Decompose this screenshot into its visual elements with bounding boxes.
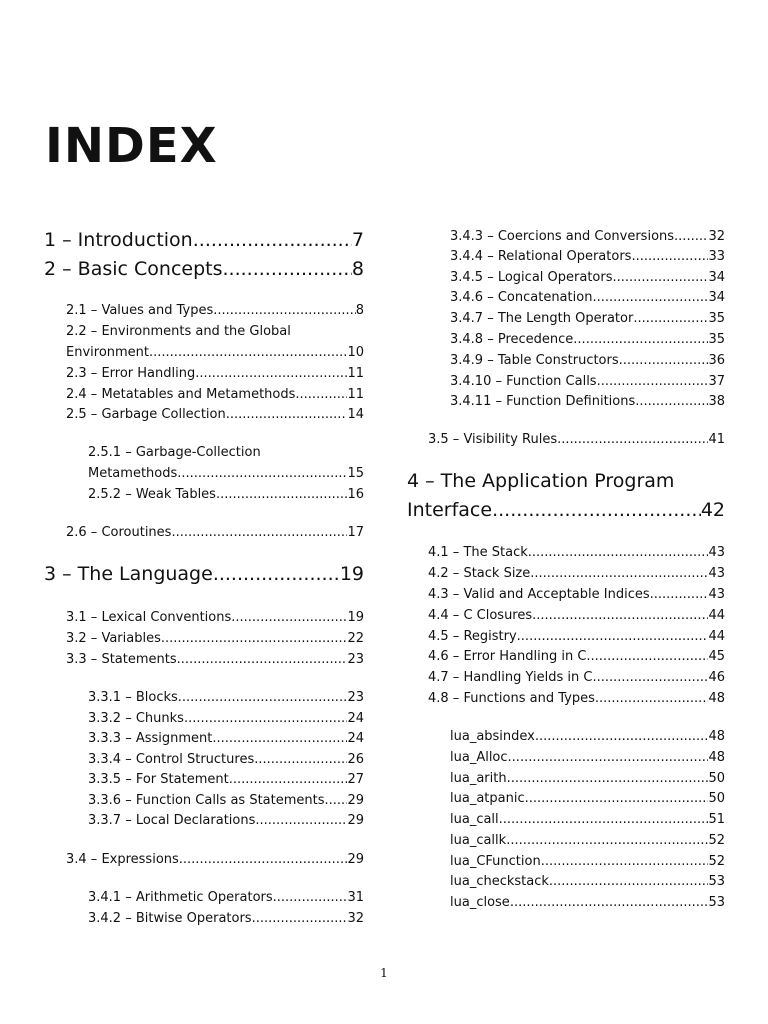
toc-entry-2-1[interactable]: 2.1 – Values and Types ..... 8 [66, 302, 364, 320]
toc-entry-3-4-4[interactable]: 3.4.4 – Relational Operators ..... 33 [450, 248, 725, 266]
toc-entry-2-6[interactable]: 2.6 – Coroutines ..... 17 [66, 524, 364, 542]
toc-entry-4-8[interactable]: 4.8 – Functions and Types ..... 48 [428, 690, 725, 708]
toc-entry-lua-callk[interactable]: lua_callk ..... 52 [450, 832, 725, 850]
page-number: 1 [380, 966, 388, 980]
toc-entry-3-4-6[interactable]: 3.4.6 – Concatenation ..... 34 [450, 289, 725, 307]
toc-entry-lua-absindex[interactable]: lua_absindex ..... 48 [450, 728, 725, 746]
toc-entry-2-5-1[interactable]: Metamethods ..... 15 [88, 465, 364, 483]
toc-entry-4-1[interactable]: 4.1 – The Stack ..... 43 [428, 544, 725, 562]
toc-entry-2-5-2[interactable]: 2.5.2 – Weak Tables ..... 16 [88, 486, 364, 504]
toc-entry-3-3-7[interactable]: 3.3.7 – Local Declarations ..... 29 [88, 812, 364, 830]
toc-entry-3-4-2[interactable]: 3.4.2 – Bitwise Operators ..... 32 [88, 910, 364, 928]
toc-entry-lua-checkstack[interactable]: lua_checkstack ..... 53 [450, 873, 725, 891]
toc-entry-3-4-10[interactable]: 3.4.10 – Function Calls ..... 37 [450, 373, 725, 391]
toc-entry-lua-call[interactable]: lua_call ..... 51 [450, 811, 725, 829]
toc-entry-2-4[interactable]: 2.4 – Metatables and Metamethods ..... 11 [66, 386, 364, 404]
toc-entry-3-1[interactable]: 3.1 – Lexical Conventions ..... 19 [66, 609, 364, 627]
toc-entry-lua-cfunction[interactable]: lua_CFunction ..... 52 [450, 853, 725, 871]
toc-entry-3-4-11[interactable]: 3.4.11 – Function Definitions ..... 38 [450, 393, 725, 411]
toc-entry-2-2-line1[interactable]: 2.2 – Environments and the Global [66, 324, 291, 339]
toc-entry-2-5[interactable]: 2.5 – Garbage Collection ..... 14 [66, 406, 364, 424]
toc-entry-the-language[interactable]: 3 – The Language ..... 19 [44, 562, 364, 586]
toc-entry-3-3-6[interactable]: 3.3.6 – Function Calls as Statements ..... 29 [88, 792, 364, 810]
toc-entry-4-5[interactable]: 4.5 – Registry ..... 44 [428, 628, 725, 646]
toc-entry-4-4[interactable]: 4.4 – C Closures ..... 44 [428, 607, 725, 625]
toc-entry-2-2[interactable]: Environment ..... 10 [66, 344, 364, 362]
toc-entry-api[interactable]: Interface ..... 42 [407, 498, 725, 522]
toc-entry-4-2[interactable]: 4.2 – Stack Size ..... 43 [428, 565, 725, 583]
toc-entry-3-4-3[interactable]: 3.4.3 – Coercions and Conversions ..... 32 [450, 228, 725, 246]
toc-entry-3-4[interactable]: 3.4 – Expressions ..... 29 [66, 851, 364, 869]
toc-entry-3-5[interactable]: 3.5 – Visibility Rules ..... 41 [428, 431, 725, 449]
toc-entry-2-3[interactable]: 2.3 – Error Handling ..... 11 [66, 365, 364, 383]
toc-entry-3-3-4[interactable]: 3.3.4 – Control Structures ..... 26 [88, 751, 364, 769]
toc-entry-3-3[interactable]: 3.3 – Statements ..... 23 [66, 651, 364, 669]
toc-entry-3-3-1[interactable]: 3.3.1 – Blocks ..... 23 [88, 689, 364, 707]
toc-entry-3-4-1[interactable]: 3.4.1 – Arithmetic Operators ..... 31 [88, 889, 364, 907]
toc-entry-lua-close[interactable]: lua_close ..... 53 [450, 894, 725, 912]
toc-entry-3-4-8[interactable]: 3.4.8 – Precedence ..... 35 [450, 331, 725, 349]
toc-entry-api-line1[interactable]: 4 – The Application Program [407, 470, 675, 492]
toc-entry-4-6[interactable]: 4.6 – Error Handling in C ..... 45 [428, 648, 725, 666]
toc-entry-3-2[interactable]: 3.2 – Variables ..... 22 [66, 630, 364, 648]
toc-entry-3-4-5[interactable]: 3.4.5 – Logical Operators ..... 34 [450, 269, 725, 287]
toc-entry-4-7[interactable]: 4.7 – Handling Yields in C ..... 46 [428, 669, 725, 687]
toc-entry-basic-concepts[interactable]: 2 – Basic Concepts ..... 8 [44, 257, 364, 281]
toc-entry-3-4-7[interactable]: 3.4.7 – The Length Operator ..... 35 [450, 310, 725, 328]
toc-entry-3-4-9[interactable]: 3.4.9 – Table Constructors ..... 36 [450, 352, 725, 370]
toc-entry-2-5-1-line1[interactable]: 2.5.1 – Garbage-Collection [88, 445, 261, 460]
toc-entry-3-3-5[interactable]: 3.3.5 – For Statement ..... 27 [88, 771, 364, 789]
toc-entry-3-3-2[interactable]: 3.3.2 – Chunks ..... 24 [88, 710, 364, 728]
toc-entry-4-3[interactable]: 4.3 – Valid and Acceptable Indices ..... 43 [428, 586, 725, 604]
index-title: INDEX [45, 118, 218, 174]
toc-entry-lua-arith[interactable]: lua_arith ..... 50 [450, 770, 725, 788]
toc-entry-introduction[interactable]: 1 – Introduction ..... 7 [44, 228, 364, 252]
toc-entry-lua-alloc[interactable]: lua_Alloc ..... 48 [450, 749, 725, 767]
toc-entry-lua-atpanic[interactable]: lua_atpanic ..... 50 [450, 790, 725, 808]
toc-entry-3-3-3[interactable]: 3.3.3 – Assignment ..... 24 [88, 730, 364, 748]
